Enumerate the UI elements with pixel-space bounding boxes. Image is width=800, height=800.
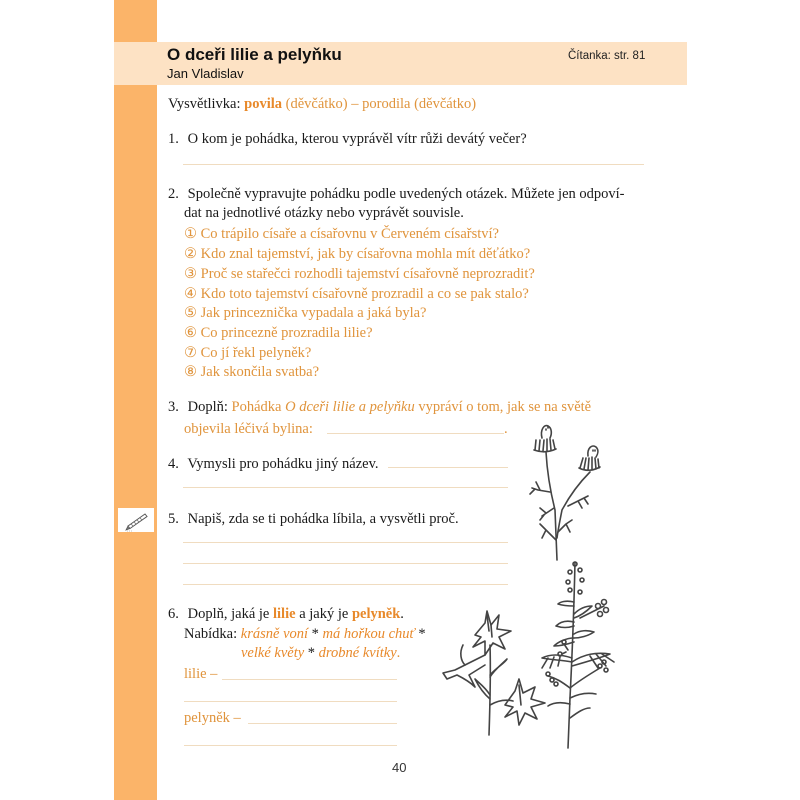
- task-label: Doplň:: [187, 399, 228, 415]
- sidebar-bar: [114, 0, 157, 800]
- task-text-line1: Společně vypravujte pohádku podle uvedených otázek. Můžete jen odpoví-: [187, 186, 625, 202]
- answer-line[interactable]: [248, 723, 397, 724]
- wormwood-illustration: [540, 558, 640, 748]
- task-4: [168, 455, 379, 473]
- task-number: 6.: [168, 606, 179, 622]
- answer-line[interactable]: [222, 679, 397, 680]
- subquestion-marker: ①: [184, 226, 197, 242]
- subquestion-marker: ⑤: [184, 305, 197, 321]
- glossary-term-note: (děvčátko): [285, 96, 348, 112]
- answer-line[interactable]: [184, 745, 397, 746]
- task-6: [168, 605, 404, 623]
- glossary: [168, 95, 476, 113]
- subquestion-3: [184, 265, 535, 283]
- task-number: 1.: [168, 131, 179, 147]
- task-text: O kom je pohádka, kterou vyprávěl vítr růži devátý večer?: [187, 131, 527, 147]
- subquestion-8: [184, 363, 319, 381]
- subquestion-text: Co princezně prozradila lilie?: [200, 325, 373, 341]
- author-name: Jan Vladislav: [167, 66, 244, 81]
- offer-row-2: [241, 644, 400, 662]
- pencil-icon: [118, 508, 154, 532]
- task-2: [168, 185, 625, 203]
- answer-line[interactable]: [327, 433, 504, 434]
- answer-label-lilie: lilie –: [184, 666, 218, 682]
- offer-option: má hořkou chuť: [322, 626, 415, 642]
- offer-option: drobné kvítky: [318, 645, 397, 661]
- story-title-italic: O dceři lilie a pelyňku: [285, 399, 415, 415]
- subquestion-text: Kdo toto tajemství císařovně prozradil a co se pak stalo?: [200, 286, 529, 302]
- answer-line[interactable]: [388, 467, 508, 468]
- offer-separator: *: [311, 626, 319, 642]
- task-text-end: .: [400, 606, 404, 622]
- subquestion-marker: ⑥: [184, 325, 197, 341]
- page-number: 40: [392, 760, 407, 775]
- subquestion-5: [184, 304, 426, 322]
- word-lilie: lilie: [273, 606, 296, 622]
- offer-option: krásně voní: [240, 626, 309, 642]
- answer-label-pelynek: pelyněk –: [184, 710, 241, 726]
- task-2-line2: dat na jednotlivé otázky nebo vyprávět souvisle.: [184, 205, 464, 221]
- glossary-dash: –: [351, 96, 359, 112]
- task-3-line2: objevila léčivá bylina:: [184, 421, 313, 437]
- task-3: [168, 398, 591, 416]
- task-number: 2.: [168, 186, 179, 202]
- offer-row-1: [184, 625, 426, 643]
- subquestion-4: [184, 285, 529, 303]
- answer-line[interactable]: [183, 542, 508, 543]
- glossary-label: Vysvětlivka:: [168, 96, 241, 112]
- answer-line[interactable]: [183, 164, 644, 165]
- task-text-a: Pohádka: [231, 399, 282, 415]
- subquestion-marker: ②: [184, 246, 197, 262]
- answer-line[interactable]: [184, 701, 397, 702]
- subquestion-1: [184, 225, 499, 243]
- subquestion-marker: ③: [184, 266, 197, 282]
- subquestion-6: [184, 324, 373, 342]
- answer-line[interactable]: [183, 563, 508, 564]
- subquestion-text: Jak princeznička vypadala a jaká byla?: [200, 305, 427, 321]
- offer-option: velké květy: [241, 645, 305, 661]
- reading-book-reference: Čítanka: str. 81: [568, 50, 646, 62]
- task-number: 3.: [168, 399, 179, 415]
- glossary-term: povila: [244, 96, 282, 112]
- subquestion-marker: ④: [184, 286, 197, 302]
- subquestion-marker: ⑦: [184, 345, 197, 361]
- page-title: O dceři lilie a pelyňku: [167, 45, 342, 64]
- task-text: Napiš, zda se ti pohádka líbila, a vysvětli proč.: [187, 511, 459, 527]
- subquestion-2: [184, 245, 530, 263]
- task-text-b: vypráví o tom, jak se na světě: [418, 399, 592, 415]
- offer-end: .: [396, 645, 401, 661]
- task-text-a: Doplň, jaká je: [187, 606, 270, 622]
- subquestion-text: Kdo znal tajemství, jak by císařovna mohla mít děťátko?: [200, 246, 531, 262]
- chamomile-illustration: [500, 420, 600, 560]
- subquestion-text: Proč se stařečci rozhodli tajemství císařovně neprozradit?: [200, 266, 535, 282]
- subquestion-text: Co jí řekl pelyněk?: [200, 345, 312, 361]
- pencil-icon-box: [118, 508, 154, 532]
- offer-separator: *: [307, 645, 316, 661]
- task-number: 4.: [168, 456, 179, 472]
- subquestion-text: Co trápilo císaře a císařovnu v Červeném císařství?: [200, 226, 499, 242]
- subquestion-marker: ⑧: [184, 364, 197, 380]
- subquestion-7: [184, 344, 311, 362]
- subquestion-text: Jak skončila svatba?: [200, 364, 320, 380]
- glossary-definition: porodila (děvčátko): [362, 96, 477, 112]
- offer-label: Nabídka:: [184, 626, 238, 642]
- task-number: 5.: [168, 511, 179, 527]
- task-3-end: .: [504, 421, 508, 437]
- task-5: [168, 510, 459, 528]
- task-text-b: a jaký je: [299, 606, 349, 622]
- answer-line[interactable]: [183, 584, 508, 585]
- answer-line[interactable]: [183, 487, 508, 488]
- offer-separator: *: [418, 626, 426, 642]
- task-1: [168, 130, 527, 148]
- task-text: Vymysli pro pohádku jiný název.: [187, 456, 379, 472]
- word-pelynek: pelyněk: [351, 606, 401, 622]
- lily-illustration: [435, 605, 555, 735]
